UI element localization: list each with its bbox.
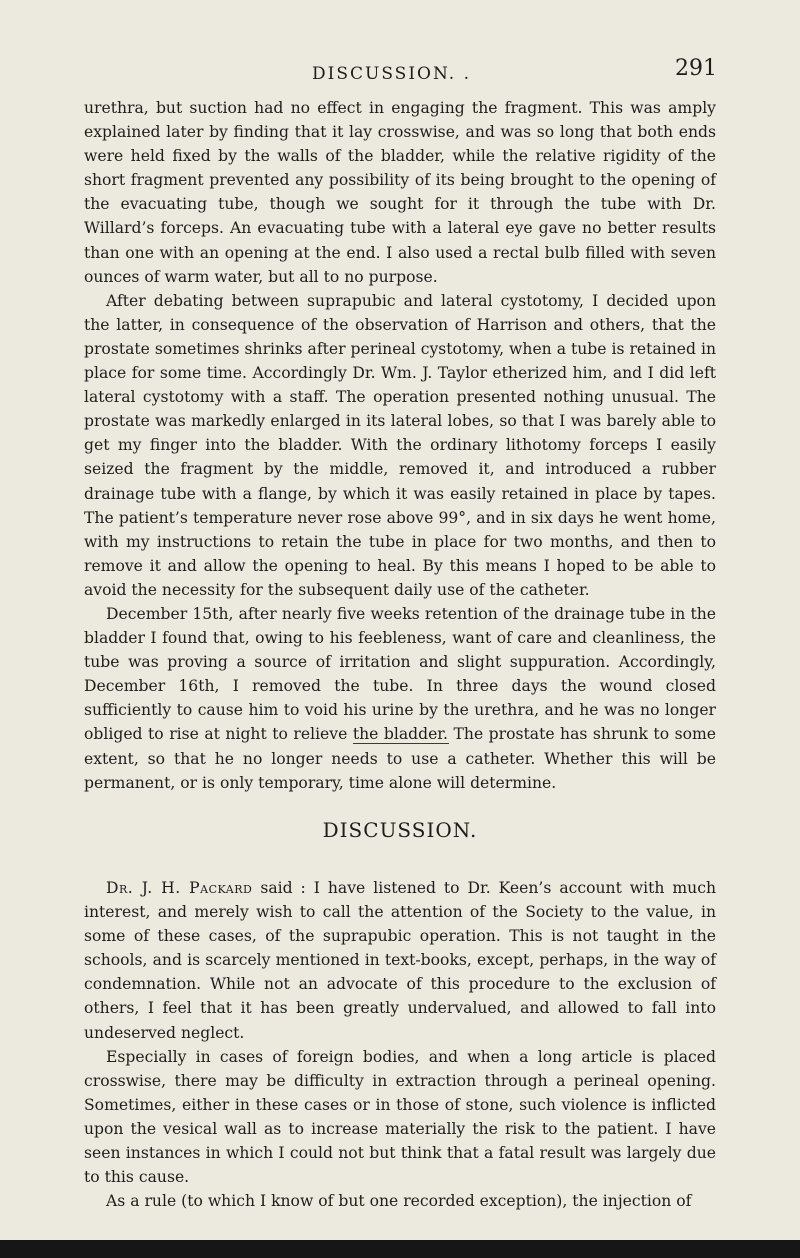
- case-paragraph-2: After debating between suprapubic and lateral cystotomy, I decided upon the latter, in consequence of the observation of Harrison and others, that the prostate sometimes shrinks after perineal cystotomy, when a tube is retained in place for some time. Accordingly Dr. Wm. J. Taylor etherized him, and I did left lateral cystotomy with a staff. The operation presented nothing unusual. The prostate was markedly enlarged in its lateral lobes, so that I was barely able to get my finger into the bladder. With the ordinary lithotomy forceps I easily seized the fragment by the middle, removed it, and introduced a rubber drainage tube with a flange, by which it was easily retained in place by tapes. The patient’s temperature never rose above 99°, and in six days he went home, with my instructions to retain the tube in place for two months, and then to remove it and allow the opening to heal. By this means I hoped to be able to avoid the necessity for the subsequent daily use of the catheter.: [84, 291, 716, 599]
- running-title: DISCUSSION. .: [312, 64, 471, 84]
- discussion-paragraph-1-body: said : I have listened to Dr. Keen’s account with much interest, and merely wish to call the attention of the Society to the value, in some of these cases, of the suprapubic operation. This is not taught in the schools, and is scarcely mentioned in text-books, except, perhaps, in the way of condemnation. While not an advocate of this procedure to the exclusion of others, I feel that it has been greatly undervalued, and allowed to fall into undeserved neglect.: [84, 879, 717, 1042]
- speaker-name: Dr. J. H. Packard: [106, 879, 253, 897]
- case-paragraph-3: December 15th, after nearly five weeks retention of the drainage tube in the bladder I found that, owing to his feebleness, want of care and cleanliness, the tube was proving a source of irritation and slight suppuration. Accordingly, December 16th, I removed the tube. In three days the wound closed sufficiently to cause him to void his urine by the urethra, and he was no longer obliged to rise at night to relieve the bladder. The prostate has shrunk to some extent, so that he no longer needs to use a catheter. Whether this will be permanent, or is only temporary, time alone will determine.: [84, 604, 716, 792]
- section-divider: [353, 743, 449, 744]
- discussion-text: [84, 876, 716, 1213]
- page-number: 291: [675, 56, 717, 81]
- discussion-paragraph-2: Especially in cases of foreign bodies, and when a long article is placed crosswise, there may be difficulty in extraction through a perineal opening. Sometimes, either in these cases or in those of stone, such violence is inflicted upon the vesical wall as to increase materially the risk to the patient. I have seen instances in which I could not but think that a fatal result was largely due to this cause.: [84, 1047, 716, 1187]
- case-paragraph-1: urethra, but suction had no effect in engaging the fragment. This was amply explained later by finding that it lay crosswise, and was so long that both ends were held fixed by the walls of the bladder, while the relative rigidity of the short fragment prevented any possibility of its being brought to the opening of the evacuating tube, though we sought for it through the tube with Dr. Willard’s forceps. An evacuating tube with a lateral eye gave no better results than one with an opening at the end. I also used a rectal bulb filled with seven ounces of warm water, but all to no purpose.: [84, 99, 716, 286]
- case-report-text: [84, 96, 716, 795]
- discussion-paragraph-3: As a rule (to which I know of but one recorded exception), the injection of: [106, 1192, 692, 1211]
- bottom-edge-bar: [0, 1240, 800, 1258]
- discussion-paragraph-1: [84, 876, 716, 1045]
- discussion-heading: DISCUSSION.: [322, 818, 478, 842]
- running-head: [0, 56, 800, 96]
